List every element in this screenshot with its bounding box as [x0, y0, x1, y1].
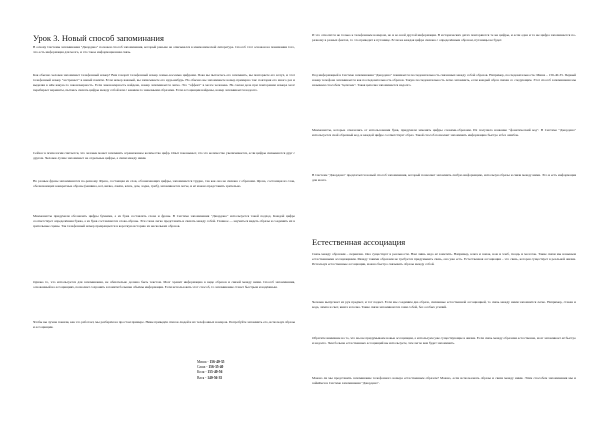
right-paragraph: Можно ли мы представить запоминание телефонного номера естественным образом? Можно, если использовать образы и связи между ними. Этим способом запоминания мы и займёмся в Системе запоминания "Джордано". [312, 376, 576, 386]
left-paragraph: Чтобы вы лучше поняли, как это работает, мы разберём на простом примере. Ниже приведён список людей и их телефонных номеров. Попробуйте запомнить его, используя образы и ассоциации. [33, 320, 295, 330]
left-paragraph: Однако то, что используется для запоминания, не обязательно должно быть текстом. Мозг хранит информацию в виде образов и связей между ними. Способ запоминания, основанный на ассоциациях, позволяет сохранять в памяти большие объёмы информации. Если использовать этот способ, то запоминание станет быстрым и надёжным. [33, 280, 295, 290]
right-paragraph: Связь между образами – первична. Она существует в реальности. Нам лишь надо её заметить. Например, ключ и замок, нож и хлеб, гвоздь и молоток. Такие связи мы называем естественными ассоциациями. Между такими образами не требуется придумывать связь, она уже есть. Естественная ассоциация – это связь, которая существует в реальной жизни. Используя естественные ассоциации, можно быстро связывать образы между собой. [312, 252, 576, 267]
right-paragraph: В Системе "Джордано" предлагается новый способ запоминания, который позволяет запомнить любую информацию, используя образы и связи между ними. Это и есть информация для мозга. [312, 173, 576, 183]
left-paragraph: В основу Системы запоминания "Джордано" положен способ запоминания, который раньше не описывался в мнемонической литературе. Способ этот основан на понимании того, что есть информация для мозга, и что такое информационная связь. [33, 45, 295, 55]
right-paragraph: Человек выпускает из рук предмет, и тот падает. Если мы соединим два образа, связанные естественной ассоциацией, то связь между ними запомнится легко. Например, стакан и вода, лампа и свет, книга и полка. Такие связи запоминаются сами собой, без особых усилий. [312, 300, 576, 310]
left-column [33, 0, 295, 424]
left-paragraph: Как обычно человек запоминает телефонный номер? Вам говорят телефонный номер семью-восемью цифрами. Пока вы пытаетесь его запомнить, вы повторяете его вслух, и этот телефонный номер "застревает" в вашей памяти. Если номер важный, вы записываете его куда-нибудь. Но обычно вы запоминаете номер примерно так: повторяя его много раз и выделяя в нём какую-то закономерность. Если закономерность найдена, номер запоминается легко. Это "эффект" в мозге человека. На самом деле при повторении номера мозг перебирает варианты, пытаясь связать цифры между собой или с какими-то знакомыми образами. Если ассоциации найдены, номер запоминается надолго. [33, 73, 295, 93]
right-paragraph: Обратите внимание на то, что мы не придумываем новые ассоциации, а используем уже существующие в жизни. Если связь между образами естественна, мозг запоминает её быстро и надолго. Чем больше естественных ассоциаций вы используете, тем легче вам будет запоминать. [312, 336, 576, 346]
name-entry: Вася - 140-56-35 [197, 375, 223, 380]
name-entry: Миша - 156-40-35 [197, 360, 225, 364]
left-paragraph: Но разные фразы запоминаются по-разному. Фраза, состоящая из слов, обозначающих цифры, запоминается трудно, так как она не связана с образами. Фраза, состоящая из слов, обозначающих конкретные образы (машина, кот, вилка, лампа, ключ, дом, лодка, гриб), запоминается легче, и её можно представить зрительно. [33, 179, 295, 189]
section-title: Естественная ассоциация [312, 237, 406, 247]
right-paragraph: Мнемонисты, которые отказались от использования букв, придумали заменять цифры словами-образами. Их получила название "фонетический код". В Системе "Джордано" используется свой образный код, и каждой цифре соответствует образ. Такой способ позволяет запоминать информацию быстро и без ошибок. [312, 128, 576, 138]
right-column [312, 0, 576, 424]
left-paragraph: Мнемонисты придумали обозначать цифры буквами, а из букв составлять слова и фразы. В Системе запоминания "Джордано" используется такой подход. Каждой цифре соответствует определённая буква, а из букв составляются слова-образы. Эти слова легко представить и связать между собой. Главное — научиться видеть образы и соединять их в зрительные сцены. Так телефонный номер превращается в короткую историю из нескольких образов. [33, 214, 295, 229]
name-entry: Коля - 155-40-56 [197, 370, 223, 375]
names-list [197, 360, 277, 381]
name-entry: Саша - 156-35-40 [197, 365, 224, 370]
left-paragraph: Сейчас в психологии считается, что человек может запомнить ограниченное количество цифр. Опыт показывает, что это количество увеличивается, если цифры связываются друг с другом. Человек лучше запоминает не отдельные цифры, а связи между ними. [33, 151, 295, 161]
lesson-title: Урок 3. Новый способ запоминания [33, 33, 164, 43]
right-paragraph: Под информацией в Системе запоминания "Джордано" понимается последовательность связанных между собой образов. Например, последовательность: Миша – 156-40-35. Первый номер телефона запоминается как последовательность образов. Такую последовательность легко запомнить, если каждый образ связан со следующим. Этот способ запоминания мы называем способом "цепочек". Такая цепочка запоминается надолго. [312, 73, 576, 88]
right-paragraph: И это относится не только к телефонным номерам, но и ко всей другой информации. В исторических датах повторяются те же цифры, и если одна и та же цифра запоминается по-разному в разных фактах, то это приводит к путанице. Если же каждая цифра связана с определённым образом, путаницы не будет. [312, 33, 576, 43]
